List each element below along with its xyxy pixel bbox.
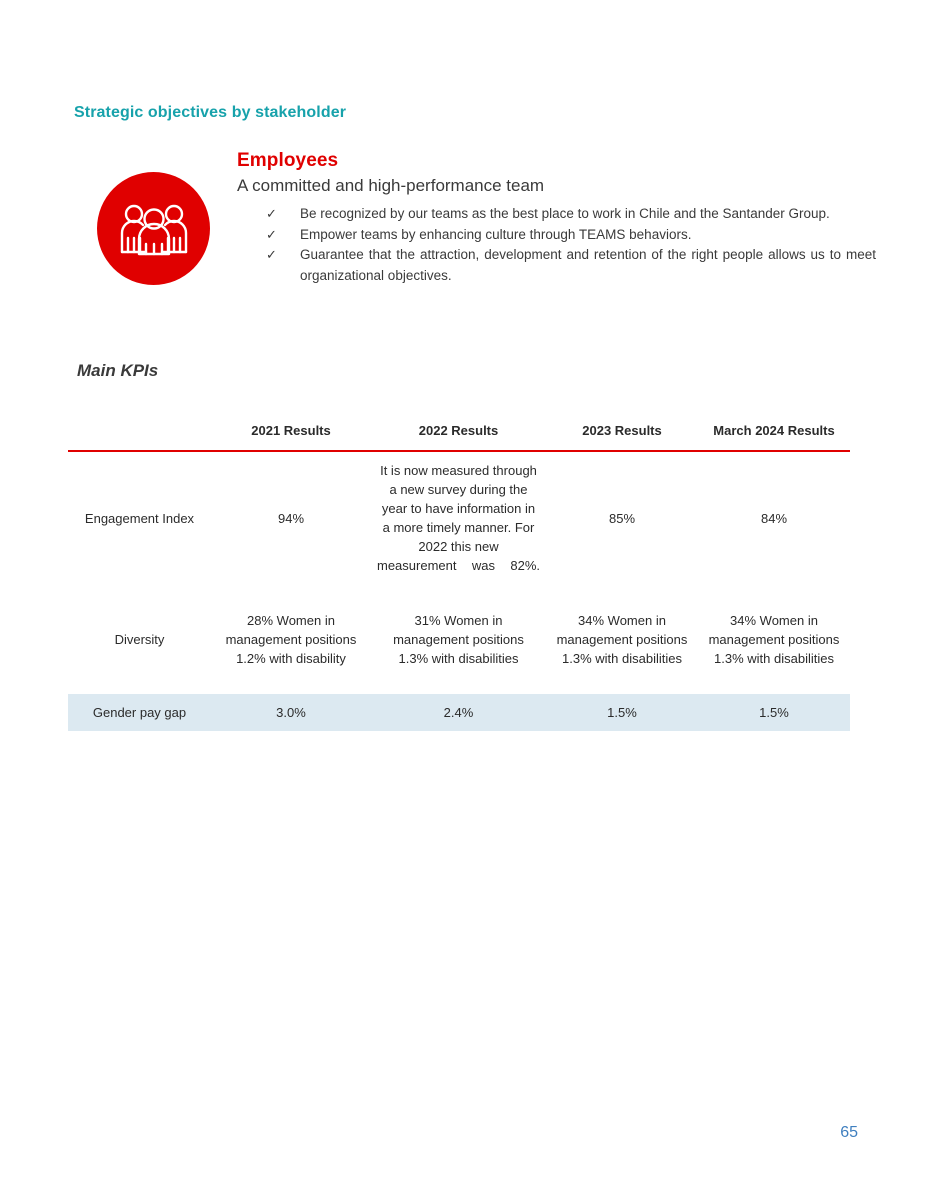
cell-diversity-2023: 34% Women in management positions 1.3% with disabilities — [556, 612, 688, 666]
cell-engagement-march-2024: 84% — [760, 510, 788, 526]
employees-group-icon — [97, 172, 210, 285]
row-label-engagement-index: Engagement Index — [84, 510, 195, 526]
table-row — [68, 584, 850, 694]
table-header-row — [68, 415, 850, 451]
table-row — [68, 451, 850, 584]
cell-diversity-march-2024: 34% Women in management positions 1.3% with disabilities — [708, 612, 840, 666]
cell-diversity-2021: 28% Women in management positions 1.2% with disability — [225, 612, 357, 666]
list-item — [237, 225, 877, 246]
cell-paygap-2023: 1.5% — [546, 694, 698, 731]
stakeholder-text — [237, 150, 877, 287]
cell-engagement-2023: 85% — [608, 510, 636, 526]
stakeholder-title: Employees — [237, 150, 339, 171]
check-icon: ✓ — [266, 247, 277, 263]
check-icon: ✓ — [266, 226, 277, 242]
cell-paygap-2021: 3.0% — [211, 694, 371, 731]
column-header-march-2024: March 2024 Results — [713, 423, 835, 438]
list-item — [237, 245, 877, 286]
cell-paygap-2022: 2.4% — [371, 694, 546, 731]
list-item-label: Be recognized by our teams as the best place to work in Chile and the Santander Group. — [300, 206, 830, 221]
column-header-2021: 2021 Results — [251, 423, 331, 438]
cell-diversity-2022: 31% Women in management positions 1.3% with disabilities — [393, 612, 524, 666]
section-heading: Strategic objectives by stakeholder — [74, 104, 347, 121]
cell-engagement-2021: 94% — [277, 510, 305, 526]
kpi-section-title: Main KPIs — [77, 361, 159, 380]
list-item-label: Empower teams by enhancing culture through TEAMS behaviors. — [300, 226, 692, 242]
cell-engagement-2022: It is now measured through a new survey during the year to have information in a more timely manner. For 2022 this new measurement was 82%. — [377, 463, 540, 573]
cell-paygap-march-2024: 1.5% — [698, 694, 850, 731]
list-item — [237, 204, 877, 225]
column-header-2022: 2022 Results — [418, 423, 499, 438]
table-row — [68, 694, 850, 731]
row-label-diversity: Diversity — [114, 631, 165, 647]
column-header-blank — [68, 415, 211, 451]
objectives-list — [237, 204, 877, 287]
column-header-2023: 2023 Results — [582, 423, 662, 438]
list-item-label: Guarantee that the attraction, development and retention of the right people allows us to meet organizational objectives. — [300, 247, 876, 284]
row-label-gender-pay-gap: Gender pay gap — [68, 694, 211, 731]
check-icon: ✓ — [266, 206, 277, 221]
kpi-table — [68, 415, 850, 731]
page-number: 65 — [840, 1124, 858, 1141]
stakeholder-subtitle: A committed and high-performance team — [237, 176, 545, 195]
